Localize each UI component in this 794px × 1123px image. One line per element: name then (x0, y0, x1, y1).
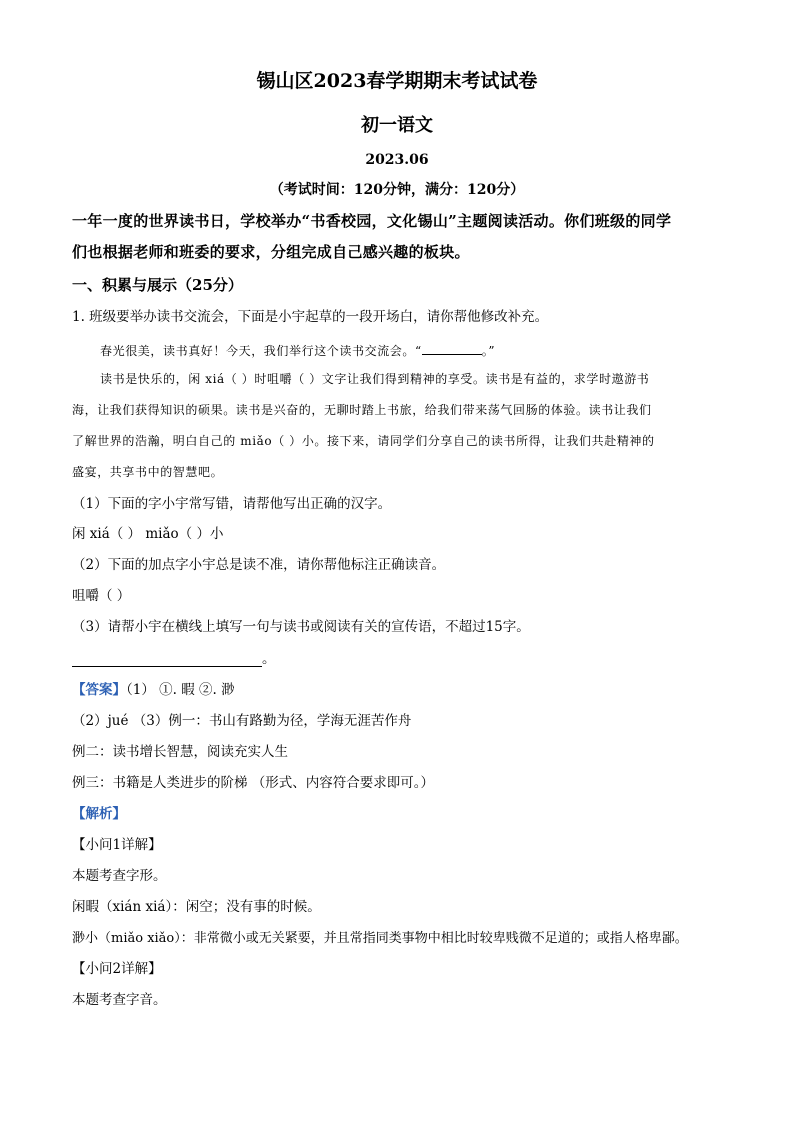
question-1-stem: 1. 班级要举办读书交流会，下面是小宇起草的一段开场白，请你帮他修改补充。 (72, 309, 549, 325)
sub-question-3-prompt: （3）请帮小宇在横线上填写一句与读书或阅读有关的宣传语，不超过15字。 (72, 619, 530, 635)
answer-line-1-text: （1） ①. 暇 ②. 渺 (126, 682, 235, 698)
analysis-part-2-heading: 【小问2详解】 (72, 961, 162, 977)
analysis-part-2-line-1: 本题考查字音。 (72, 992, 167, 1008)
sub-question-2-prompt: （2）下面的加点字小宇总是读不准，请你帮他标注正确读音。 (72, 557, 446, 573)
intro-line-1: 一年一度的世界读书日，学校举办“书香校园，文化锡山”主题阅读活动。你们班级的同学 (72, 212, 672, 230)
passage-line-3: 海，让我们获得知识的硕果。读书是兴奋的，无聊时踏上书旅，给我们带来荡气回肠的体验。读书让我们 (72, 403, 652, 417)
analysis-tag: 【解析】 (72, 806, 126, 822)
answer-tag: 【答案】 (72, 682, 126, 698)
exam-date: 2023.06 (365, 152, 429, 168)
analysis-part-1-heading: 【小问1详解】 (72, 837, 162, 853)
sub-question-1-prompt: （1）下面的字小宇常写错，请帮他写出正确的汉字。 (72, 496, 392, 512)
section-heading: 一、积累与展示（25分） (72, 276, 243, 294)
answer-line-4: 例三：书籍是人类进步的阶梯 （形式、内容符合要求即可。） (72, 775, 435, 791)
passage-line-1-text: 春光很美，读书真好！今天，我们举行这个读书交流会。“ (100, 344, 422, 358)
exam-info: （考试时间：120分钟，满分：120分） (269, 182, 525, 198)
passage-blank (422, 342, 482, 355)
passage-line-1 (100, 342, 495, 357)
answer-blank-end: 。 (262, 651, 276, 667)
passage-line-5: 盛宴，共享书中的智慧吧。 (72, 465, 224, 479)
analysis-part-1-line-2: 闲暇（xián xiá）：闲空；没有事的时候。 (72, 899, 321, 915)
analysis-part-1-line-3: 渺小（miǎo xiǎo）：非常微小或无关紧要，并且常指同类事物中相比时较卑贱微不足道的；或指人格卑鄙。 (72, 931, 688, 946)
passage-line-2: 读书是快乐的，闲 xiá（ ）时咀嚼（ ）文字让我们得到精神的享受。读书是有益的，求学时遨游书 (100, 372, 650, 386)
answer-blank-line (72, 666, 262, 667)
intro-line-2: 们也根据老师和班委的要求，分组完成自己感兴趣的板块。 (72, 243, 470, 261)
answer-line-2: （2）jué （3）例一：书山有路勤为径，学海无涯苦作舟 (72, 713, 412, 729)
analysis-part-1-line-1: 本题考查字形。 (72, 868, 167, 884)
passage-line-1-end: 。” (481, 344, 496, 358)
sub-question-1-items: 闲 xiá（ ） miǎo（ ）小 (72, 526, 224, 542)
answer-line-3: 例二：读书增长智慧，阅读充实人生 (72, 744, 288, 760)
answer-line-1 (72, 684, 235, 698)
sub-question-2-item: 咀嚼（ ） (72, 588, 131, 604)
subject-title: 初一语文 (361, 115, 433, 136)
passage-line-4: 了解世界的浩瀚，明白自己的 miǎo（ ）小。接下来，请同学们分享自己的读书所得，让我们共赴精神的 (72, 434, 655, 448)
exam-title: 锡山区2023春学期期末考试试卷 (256, 70, 538, 92)
